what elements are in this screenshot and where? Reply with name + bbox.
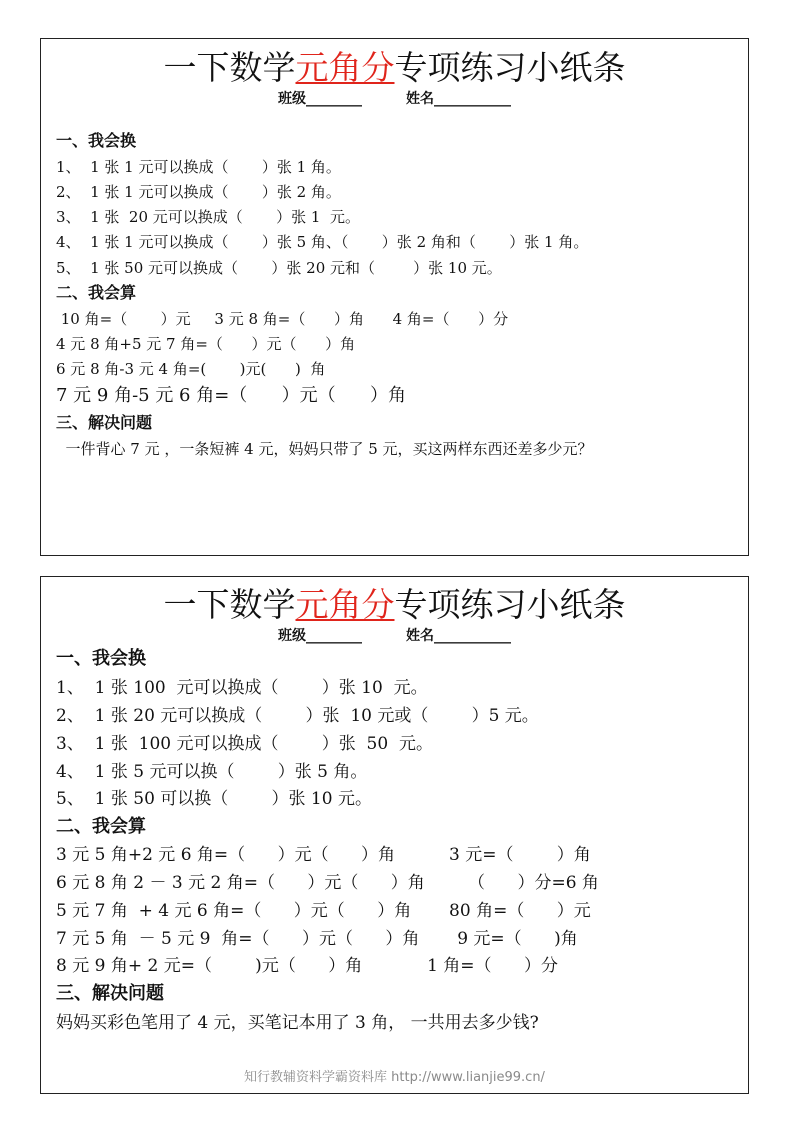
card2-title-prefix: 一下数学 — [163, 585, 296, 624]
card2-calc-item: 6 元 8 角 2 － 3 元 2 角=（ ）元（ ）角 （ ）分=6 角 — [56, 873, 599, 893]
card1-exchange-item: 1、 1 张 1 元可以换成（ ）张 1 角。 — [56, 158, 341, 176]
card1-exchange-item: 5、 1 张 50 元可以换成（ ）张 20 元和（ ）张 10 元。 — [56, 259, 502, 277]
card2-title — [41, 585, 748, 625]
footer-watermark: 知行教辅资料学霸资料库 http://www.lianjie99.cn/ — [244, 1070, 545, 1085]
card2-name-field[interactable]: 姓名___________ — [406, 628, 511, 644]
card1-title-suffix: 专项练习小纸条 — [394, 48, 626, 87]
card2-calc-item: 8 元 9 角+ 2 元=（ )元（ ）角 1 角=（ ）分 — [56, 956, 558, 976]
card1-exchange-item: 4、 1 张 1 元可以换成（ ）张 5 角、（ ）张 2 角和（ ）张 1 角。 — [56, 233, 589, 251]
card2-section3-heading: 三、解决问题 — [56, 983, 164, 1004]
card1-word-problem: 一件背心 7 元 ，一条短裤 4 元，妈妈只带了 5 元，买这两样东西还差多少元？ — [56, 440, 593, 458]
card2-exchange-item: 5、 1 张 50 可以换（ ）张 10 元。 — [56, 789, 372, 809]
card2-class-field[interactable]: 班级________ — [278, 628, 362, 644]
card2-section1-heading: 一、我会换 — [56, 648, 146, 669]
card1-exchange-item: 2、 1 张 1 元可以换成（ ）张 2 角。 — [56, 183, 341, 201]
card1-calc-item: 10 角=（ ）元 3 元 8 角=（ ）角 4 角=（ ）分 — [56, 310, 509, 328]
card1-exchange-item: 3、 1 张 20 元可以换成（ ）张 1 元。 — [56, 208, 361, 226]
card2-section2-heading: 二、我会算 — [56, 816, 146, 837]
card2-word-problem: 妈妈买彩色笔用了 4 元，买笔记本用了 3 角， 一共用去多少钱? — [56, 1013, 539, 1033]
card1-calc-item: 6 元 8 角-3 元 4 角=( )元( ) 角 — [56, 360, 326, 378]
card1-name-field[interactable]: 姓名___________ — [406, 91, 511, 107]
card2-exchange-item: 3、 1 张 100 元可以换成（ ）张 50 元。 — [56, 734, 433, 754]
card1-title — [41, 48, 748, 88]
card1-section3-heading: 三、解决问题 — [56, 413, 153, 432]
card2-calc-item: 7 元 5 角 － 5 元 9 角=（ ）元（ ）角 9 元=（ )角 — [56, 929, 578, 949]
card2-title-suffix: 专项练习小纸条 — [394, 585, 626, 624]
card1-calc-item: 7 元 9 角-5 元 6 角=（ ）元（ ）角 — [56, 385, 406, 406]
card2-exchange-item: 1、 1 张 100 元可以换成（ ）张 10 元。 — [56, 678, 428, 698]
card1-title-accent: 元角分 — [295, 48, 395, 87]
card2-exchange-item: 2、 1 张 20 元可以换成（ ）张 10 元或（ ）5 元。 — [56, 706, 539, 726]
worksheet-card-1 — [40, 38, 749, 556]
card1-student-info — [41, 90, 748, 108]
worksheet-card-2 — [40, 576, 749, 1094]
card1-section2-heading: 二、我会算 — [56, 283, 137, 302]
card1-title-prefix: 一下数学 — [163, 48, 296, 87]
card2-calc-item: 3 元 5 角+2 元 6 角=（ ）元（ ）角 3 元=（ ）角 — [56, 845, 591, 865]
card1-section1-heading: 一、我会换 — [56, 131, 137, 150]
card1-calc-item: 4 元 8 角+5 元 7 角=（ ）元（ ）角 — [56, 335, 356, 353]
card2-calc-item: 5 元 7 角 + 4 元 6 角=（ ）元（ ）角 80 角=（ ）元 — [56, 901, 591, 921]
card1-class-field[interactable]: 班级________ — [278, 91, 362, 107]
card2-student-info — [41, 627, 748, 645]
card2-exchange-item: 4、 1 张 5 元可以换（ ）张 5 角。 — [56, 762, 368, 782]
card2-title-accent: 元角分 — [295, 585, 395, 624]
